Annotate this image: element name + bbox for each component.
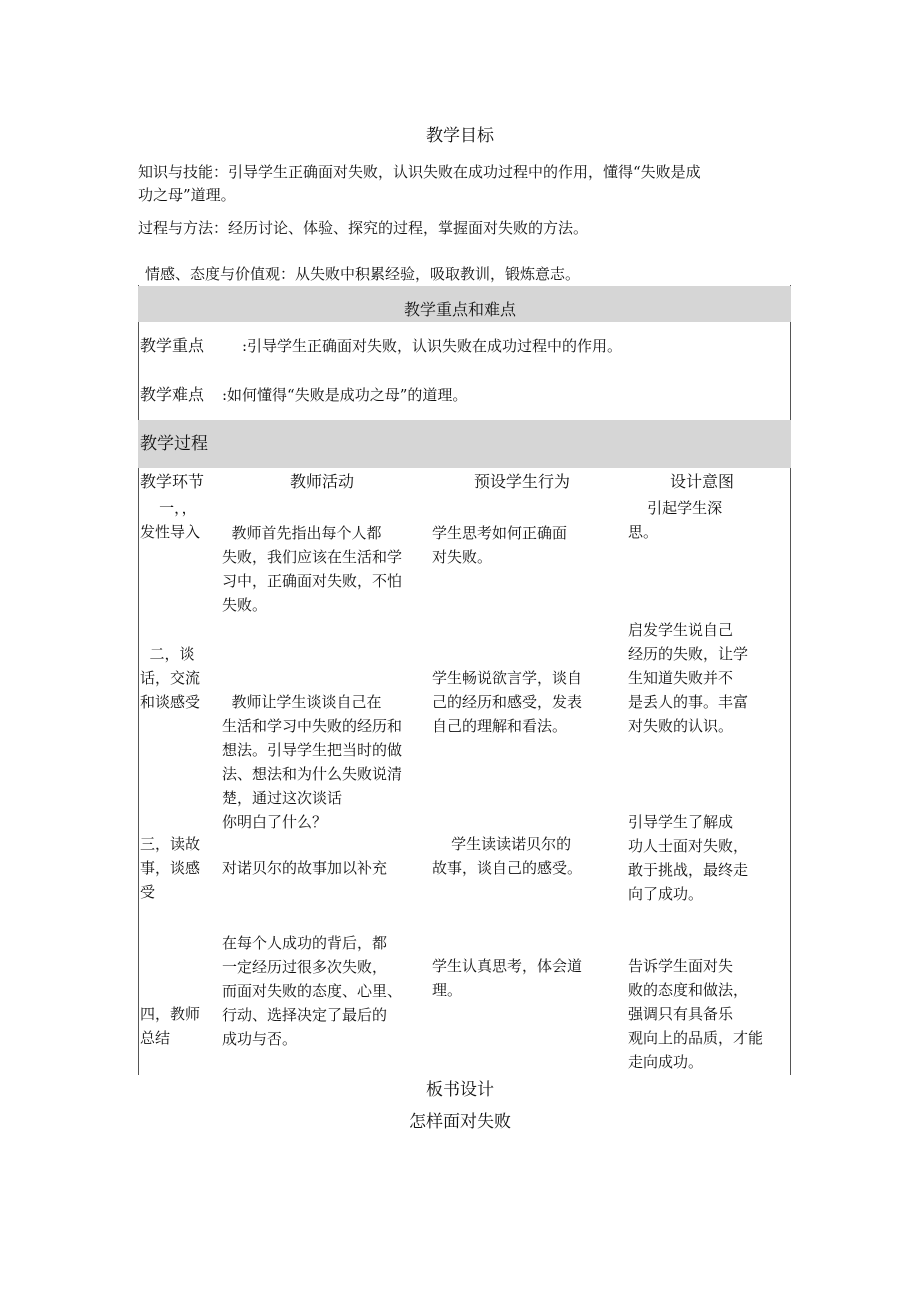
key-text: :引导学生正确面对失败，认识失败在成功过程中的作用。 <box>242 337 623 355</box>
row4-student: 学生认真思考，体会道 理。 <box>432 957 583 999</box>
process-heading: 教学过程 <box>140 434 208 454</box>
row1-student: 学生思考如何正确面 对失败。 <box>432 524 568 566</box>
goal-knowledge-line1: 知识与技能：引导学生正确面对失败，认识失败在成功过程中的作用，懂得“失败是成 <box>138 163 701 181</box>
table-left-border <box>138 285 139 1075</box>
board-heading: 板书设计 <box>426 1080 494 1100</box>
row2-student: 学生畅说欲言学，谈自 己的经历和感受，发表 自己的理解和看法。 <box>432 669 583 735</box>
row2-teacher: 教师让学生谈谈自己在 生活和学习中失败的经历和 想法。引导学生把当时的做 法、想法和为什么失败说清 楚，通过这次谈话 你明白了什么？ <box>222 693 403 831</box>
goal-emotion: 情感、态度与价值观：从失败中积累经验，吸取教训，锻炼意志。 <box>145 265 581 283</box>
row4-stage: 四，教师 总结 <box>140 1005 201 1047</box>
goal-knowledge-line2: 功之母”道理。 <box>138 186 236 204</box>
key-label: 教学重点 <box>140 336 205 355</box>
column-header-stage: 教学环节 <box>140 472 205 491</box>
row4-teacher: 在每个人成功的背后，都 一定经历过很多次失败， 而面对失败的态度、心里、 行动、选择决定了最后的 成功与否。 <box>222 934 403 1048</box>
row3-student: 学生读读诺贝尔的 故事，谈自己的感受。 <box>432 835 583 877</box>
row2-stage: 二，谈 话，交流 和谈感受 <box>140 645 201 711</box>
row2-intent: 启发学生说自己 经历的失败，让学 生知道失败并不 是丢人的事。丰富 对失败的认识。 <box>628 621 749 735</box>
column-header-student: 预设学生行为 <box>474 472 571 491</box>
row4-intent: 告诉学生面对失 败的态度和做法， 强调只有具备乐 观向上的品质，才能 走向成功。 <box>628 957 764 1071</box>
row1-teacher: 教师首先指出每个人都 失败，我们应该在生活和学 习中，正确面对失败，不怕 失败。 <box>222 524 403 614</box>
difficulty-label: 教学难点 <box>140 385 205 404</box>
table-right-border <box>790 285 791 1075</box>
row1-stage: 一，， 发性导入 <box>140 499 201 541</box>
page-title: 教学目标 <box>426 126 494 146</box>
column-header-intent: 设计意图 <box>670 472 735 491</box>
process-header-bar <box>138 420 791 468</box>
row3-intent: 引导学生了解成 功人士面对失败， 敢于挑战，最终走 向了成功。 <box>628 813 749 903</box>
row3-stage: 三，读故 事，谈感 受 <box>140 835 201 901</box>
goal-process: 过程与方法：经历讨论、体验、探究的过程，掌握面对失败的方法。 <box>138 219 589 237</box>
column-header-teacher: 教师活动 <box>290 472 355 491</box>
row3-teacher: 对诺贝尔的故事加以补充 <box>222 859 388 877</box>
key-section-heading: 教学重点和难点 <box>403 300 516 319</box>
row1-intent: 引起学生深 思。 <box>628 499 723 541</box>
difficulty-text: :如何懂得“失败是成功之母”的道理。 <box>222 386 468 404</box>
board-title: 怎样面对失败 <box>409 1112 511 1132</box>
